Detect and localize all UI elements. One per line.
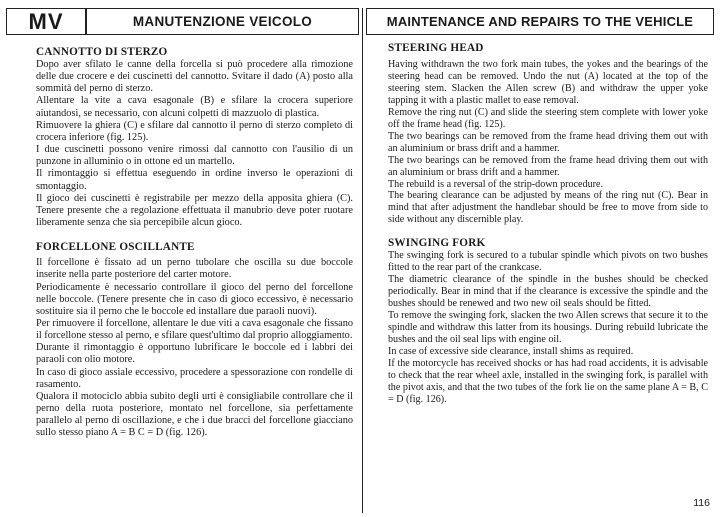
italian-header-title: MANUTENZIONE VEICOLO <box>132 14 313 29</box>
paragraph: Il rimontaggio si effettua eseguendo in ordine inverso le operazioni di smontaggio. <box>36 168 353 192</box>
section-title: CANNOTTO DI STERZO <box>36 46 168 58</box>
paragraph: Qualora il motociclo abbia subito degli urti è consigliabile controllare che il perno della ruota posteriore, montato nel forcellone, sia perfettamente parallelo al perno di oscillazione, e che i due bracci del forcellone giacciano sullo stesso piano A = B C = D (fig. 126). <box>36 390 353 439</box>
paragraph: Il forcellone è fissato ad un perno tubolare che oscilla su due boccole inserite nella parte posteriore del carter motore. <box>36 257 353 281</box>
paragraph: Il gioco dei cuscinetti è registrabile per mezzo della apposita ghiera (C). Tenere presente che a regolazione effettuata il manubrio deve poter ruotare liberamente senza che sia percepibile alcun gioco. <box>36 192 353 229</box>
paragraph: The bearing clearance can be adjusted by means of the ring nut (C). Bear in mind that after adjustment the handlebar should be free to move from side to side without any discernible play. <box>388 190 708 226</box>
paragraph: The rebuild is a reversal of the strip-down procedure. <box>388 178 603 190</box>
column-divider <box>362 8 363 513</box>
paragraph: In caso di gioco assiale eccessivo, procedere a spessorazione con rondelle di rasamento. <box>36 366 353 390</box>
english-column <box>366 8 714 513</box>
paragraph: Rimuovere la ghiera (C) e sfilare dal cannotto il perno di sterzo completo di crocera inferiore (fig. 125). <box>36 119 353 143</box>
paragraph: The two bearings can be removed from the frame head driving them out with an aluminium or brass drift and a hammer. <box>388 130 708 154</box>
paragraph: In case of excessive side clearance, install shims as required. <box>388 345 634 357</box>
italian-header <box>6 8 359 35</box>
paragraph: Dopo aver sfilato le canne della forcella si può procedere alla rimozione delle due crocere e dei cuscinetti del cannotto. Svitare il dado (A) posto alla sommità del perno di sterzo. <box>36 59 353 95</box>
page-number: 116 <box>693 497 710 509</box>
english-header <box>366 8 714 35</box>
paragraph: I due cuscinetti possono venire rimossi dal cannotto con l'ausilio di un punzone in alluminio o in ottone ed un martello. <box>36 144 353 168</box>
paragraph: Durante il rimontaggio è opportuno lubrificare le boccole ed i labbri dei paraoli con olio motore. <box>36 342 353 366</box>
italian-column <box>6 8 359 513</box>
paragraph: The swinging fork is secured to a tubular spindle which pivots on two bushes fitted to the rear part of the crankcase. <box>388 250 708 274</box>
paragraph: The diametric clearance of the spindle in the bushes should be checked periodically. Bear in mind that if the clearance is excessive the spindle and the bushes should be renewed and two new oil seals should be fitted. <box>388 274 708 310</box>
paragraph: Periodicamente è necessario controllare il gioco del perno del forcellone nelle boccole. (Tenere presente che in caso di gioco eccessivo, è necessario sostituire sia il perno che le boccole ed installare due paraoli nuovi). <box>36 281 353 317</box>
paragraph: The two bearings can be removed from the frame head driving them out with an aluminium or brass drift and a hammer. <box>388 154 708 178</box>
paragraph: To remove the swinging fork, slacken the two Allen screws that secure it to the spindle and withdraw this latter from its housings. During rebuild lubricate the bushes and the oil seal lips with engine oil. <box>388 310 708 346</box>
section-title: FORCELLONE OSCILLANTE <box>36 241 195 254</box>
english-header-title: MAINTENANCE AND REPAIRS TO THE VEHICLE <box>386 14 694 29</box>
section-title: SWINGING FORK <box>388 237 486 250</box>
paragraph: If the motorcycle has received shocks or has had road accidents, it is advisable to check that the rear wheel axle, installed in the swinging fork, is parallel with the pivot axis, and that the two tubes of the fork lie on the same plane A = B, C = D (fig. 126). <box>388 357 708 405</box>
mv-badge: MV <box>7 9 87 34</box>
italian-body <box>6 35 359 440</box>
paragraph: Allentare la vite a cava esagonale (B) e sfilare la crocera superiore aiutandosi, se necessario, con alcuni colpetti di mazzuolo di plastica. <box>36 95 353 119</box>
paragraph: Having withdrawn the two fork main tubes, the yokes and the bearings of the steering head can be removed. Undo the nut (A) located at the top of the steering stem. Slacken the Allen screw (B) and withdraw the upper yoke tapping it with a plastic mallet to ease removal. <box>388 59 708 106</box>
paragraph: Per rimuovere il forcellone, allentare le due viti a cava esagonale che fissano il forcellone stesso al perno, e sfilare quest'ultimo dal proprio alloggiamento. <box>36 317 353 342</box>
section-title: STEERING HEAD <box>388 42 484 54</box>
english-body <box>366 35 714 406</box>
paragraph: Remove the ring nut (C) and slide the steering stem complete with lower yoke off the frame head (fig. 125). <box>388 106 708 130</box>
